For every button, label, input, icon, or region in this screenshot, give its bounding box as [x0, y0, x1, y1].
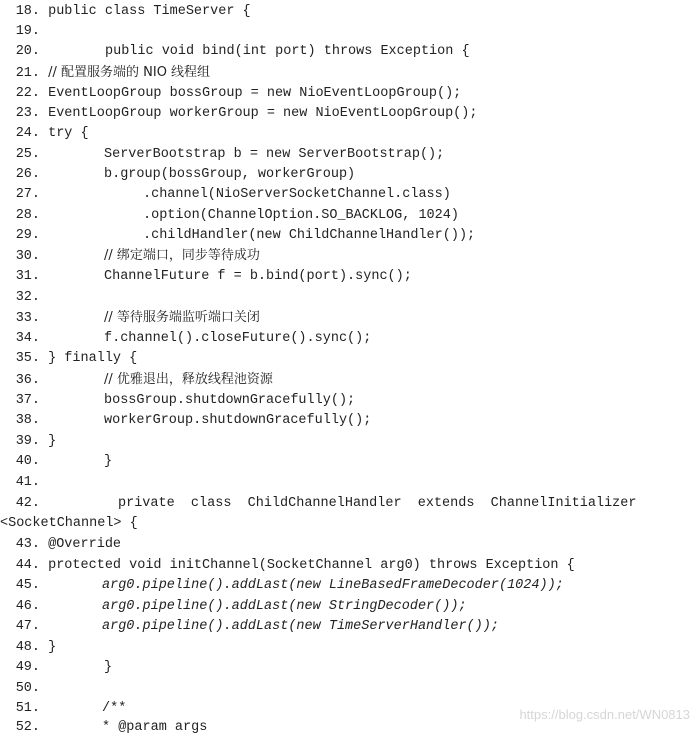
line-number: 31.	[15, 269, 40, 284]
code-text: * @param args	[102, 720, 208, 735]
code-line	[10, 494, 636, 514]
code-comment: // 配置服务端的 NIO 线程组	[48, 65, 211, 80]
code-text: arg0.pipeline().addLast(new StringDecoder());	[102, 599, 467, 614]
code-text: }	[104, 454, 113, 469]
code-line	[10, 597, 467, 617]
code-line	[10, 391, 355, 411]
code-line	[10, 2, 251, 22]
line-number: 21.	[15, 66, 40, 81]
code-line	[10, 22, 48, 42]
code-comment: // 优雅退出，释放线程池资源	[104, 372, 273, 387]
line-number: 23.	[15, 106, 40, 121]
line-number: 18.	[15, 4, 40, 19]
code-text: .channel(NioServerSocketChannel.class)	[143, 187, 451, 202]
line-number: 27.	[15, 187, 40, 202]
line-number: 30.	[15, 249, 40, 264]
line-number: 44.	[15, 558, 40, 573]
code-text: ChannelFuture f = b.bind(port).sync();	[104, 269, 412, 284]
code-text: arg0.pipeline().addLast(new TimeServerHandler());	[102, 619, 499, 634]
code-line	[10, 473, 48, 493]
code-text: <SocketChannel> {	[0, 516, 138, 531]
line-number: 20.	[15, 44, 40, 59]
line-number: 46.	[15, 599, 40, 614]
line-number: 41.	[15, 475, 40, 490]
code-text: try {	[48, 126, 89, 141]
code-line	[10, 329, 371, 349]
code-line	[10, 145, 444, 165]
code-line	[10, 452, 112, 472]
code-text: protected void initChannel(SocketChannel arg0) throws Exception {	[48, 558, 575, 573]
line-number: 26.	[15, 167, 40, 182]
code-line	[10, 124, 89, 144]
watermark-url: https://blog.csdn.net/WN0813	[519, 707, 690, 722]
code-text: bossGroup.shutdownGracefully();	[104, 393, 356, 408]
line-number: 49.	[15, 660, 40, 675]
line-number: 36.	[15, 373, 40, 388]
code-line	[10, 349, 137, 369]
code-text: }	[48, 434, 57, 449]
code-line	[10, 411, 371, 431]
code-line	[10, 576, 564, 596]
line-number: 52.	[15, 720, 40, 735]
line-number: 24.	[15, 126, 40, 141]
line-number: 50.	[15, 681, 40, 696]
line-number: 22.	[15, 86, 40, 101]
line-number: 19.	[15, 24, 40, 39]
code-line	[10, 246, 260, 266]
line-number: 25.	[15, 147, 40, 162]
code-line	[10, 308, 260, 328]
code-line	[10, 658, 112, 678]
code-text: public void bind(int port) throws Exception {	[105, 44, 470, 59]
line-number: 45.	[15, 578, 40, 593]
code-line	[10, 84, 461, 104]
line-number: 51.	[15, 701, 40, 716]
code-text: @Override	[48, 537, 122, 552]
line-number: 39.	[15, 434, 40, 449]
line-number: 48.	[15, 640, 40, 655]
line-number: 43.	[15, 537, 40, 552]
code-text: ServerBootstrap b = new ServerBootstrap();	[104, 147, 445, 162]
code-line	[10, 185, 451, 205]
line-number: 28.	[15, 208, 40, 223]
code-text: workerGroup.shutdownGracefully();	[104, 413, 372, 428]
code-text: b.group(bossGroup, workerGroup)	[104, 167, 356, 182]
code-line	[10, 288, 48, 308]
code-text: .childHandler(new ChildChannelHandler());	[143, 228, 476, 243]
code-line	[10, 679, 48, 699]
line-number: 47.	[15, 619, 40, 634]
code-text: EventLoopGroup bossGroup = new NioEventLoopGroup();	[48, 86, 462, 101]
code-text: }	[104, 660, 113, 675]
code-text: arg0.pipeline().addLast(new LineBasedFrameDecoder(1024));	[102, 578, 564, 593]
line-number: 32.	[15, 290, 40, 305]
code-text: .option(ChannelOption.SO_BACKLOG, 1024)	[143, 208, 459, 223]
code-line	[10, 226, 475, 246]
code-line	[10, 267, 412, 287]
code-line	[0, 514, 138, 534]
line-number: 37.	[15, 393, 40, 408]
code-line	[10, 638, 56, 658]
code-line	[10, 699, 126, 719]
line-number: 35.	[15, 351, 40, 366]
code-line	[10, 556, 575, 576]
line-number: 38.	[15, 413, 40, 428]
code-line	[10, 63, 210, 83]
line-number: 42.	[15, 496, 40, 511]
line-number: 29.	[15, 228, 40, 243]
code-comment: // 等待服务端监听端口关闭	[104, 310, 260, 325]
code-text: f.channel().closeFuture().sync();	[104, 331, 372, 346]
line-number: 33.	[15, 311, 40, 326]
code-line	[10, 617, 499, 637]
code-line	[10, 370, 273, 390]
code-text: public class TimeServer {	[48, 4, 251, 19]
line-number: 34.	[15, 331, 40, 346]
code-text: private class ChildChannelHandler extends ChannelInitializer	[118, 496, 637, 511]
code-line	[10, 535, 121, 555]
code-line	[10, 42, 470, 62]
code-text: /**	[102, 701, 127, 716]
code-text: }	[48, 640, 57, 655]
code-line	[10, 165, 355, 185]
code-text: EventLoopGroup workerGroup = new NioEventLoopGroup();	[48, 106, 478, 121]
code-comment: // 绑定端口，同步等待成功	[104, 248, 260, 263]
code-line	[10, 206, 459, 226]
line-number: 40.	[15, 454, 40, 469]
code-line	[10, 104, 477, 124]
code-line	[10, 718, 207, 737]
code-line	[10, 432, 56, 452]
code-text: } finally {	[48, 351, 138, 366]
